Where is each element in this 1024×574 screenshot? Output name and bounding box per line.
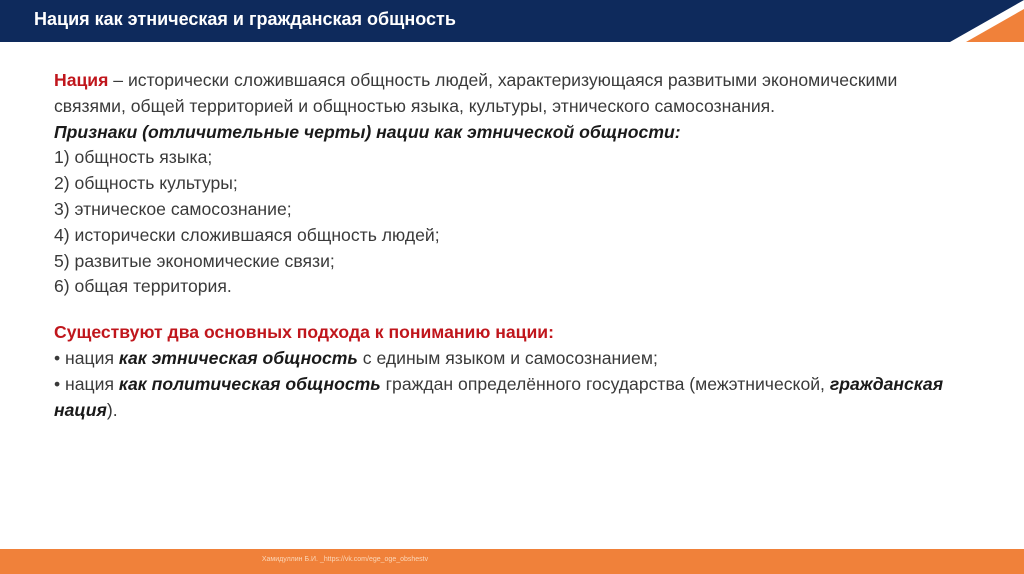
approach-text: граждан определённого государства (межэтнической, — [380, 373, 830, 394]
approach-bullet: • нация — [54, 347, 119, 368]
approach-tail: ). — [106, 399, 118, 420]
spacer — [54, 300, 954, 320]
list-item: 1) общность языка; — [54, 147, 213, 168]
signs-heading: Признаки (отличительные черты) нации как этнической общности: — [54, 121, 681, 142]
approach-text: с единым языком и самосознанием; — [357, 347, 658, 368]
page-title: Нация как этническая и гражданская общность — [34, 9, 456, 29]
definition-text: – исторически сложившаяся общность людей, характеризующаяся развитыми экономическими связями, общей территорией и общностью языка, культуры, этнического самосознания. — [54, 70, 898, 116]
approach-emphasis: как политическая общность — [118, 373, 381, 394]
list-item: 3) этническое самосознание; — [54, 198, 292, 219]
approach-item — [54, 346, 954, 372]
approach-item — [54, 372, 954, 424]
approaches-heading: Существуют два основных подхода к пониманию нации: — [54, 322, 554, 343]
footer-credit: Хамидуллин Б.И. _https://vk.com/ege_oge_obshestv — [261, 556, 429, 563]
definition-term: Нация — [54, 70, 109, 90]
approach-emphasis: как этническая общность — [118, 347, 358, 368]
approach-emphasis-2: гражданская нация — [54, 373, 944, 420]
list-item: 4) исторически сложившаяся общность людей; — [54, 224, 440, 245]
list-item: 2) общность культуры; — [54, 173, 238, 194]
list-item: 5) развитые экономические связи; — [54, 250, 335, 271]
slide-content — [54, 68, 954, 423]
header-bar — [0, 0, 1024, 42]
footer-bar — [0, 549, 1024, 574]
definition-paragraph — [54, 68, 954, 120]
approach-bullet: • нация — [54, 373, 119, 394]
list-item: 6) общая территория. — [54, 276, 232, 297]
